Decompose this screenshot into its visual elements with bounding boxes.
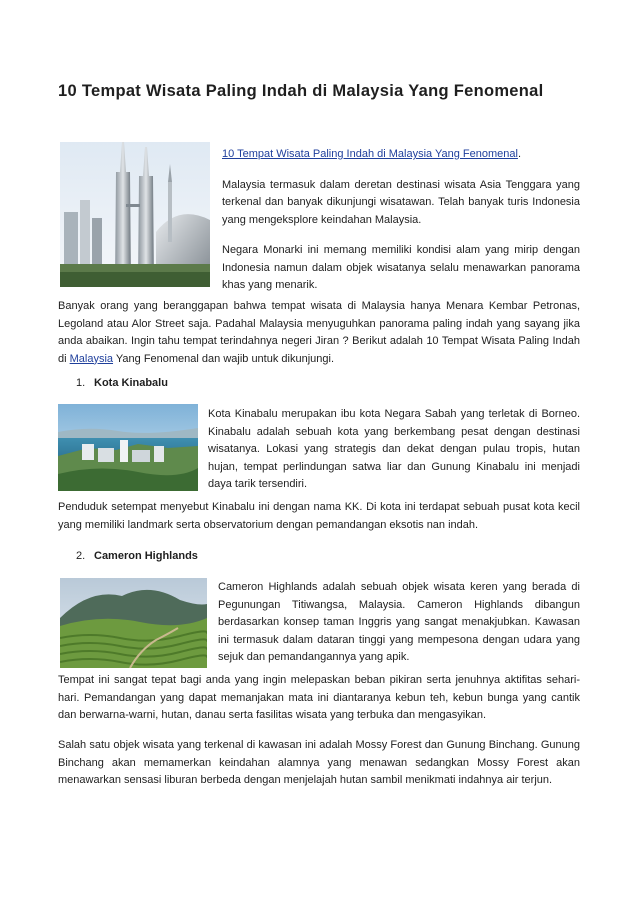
section-1-side-text: Kota Kinabalu merupakan ibu kota Negara Sabah yang terletak di Borneo. Kinabalu adalah sebuah kota yang berkembang pesat dengan destinasi wisatanya. Lokasi yang strategis dan dekat dengan pulau tropis, hutan hujan, tempat perlindungan satwa liar dan Gunung Kinabalu ini menjadi daya tarik tersendiri. [208,408,580,490]
cameron-highlands-image [60,578,207,668]
section-1-paragraph: Penduduk setempat menyebut Kinabalu ini dengan nama KK. Di kota ini terdapat sebuah pusat kota kecil yang memiliki landmark serta observatorium dengan pemandangan eksotis nan indah. [58,501,580,531]
body-paragraph: Banyak orang yang beranggapan bahwa tempat wisata di Malaysia hanya Menara Kembar Petronas, Legoland atau Alor Street saja. Padahal Malaysia menyuguhkan panorama paling indah yang sayang jika anda abaikan. Ingin tahu tempat terindahnya negeri Jiran ? Berikut adalah 10 Tempat Wisata Paling Indah di Malaysia Yang Fenomenal dan wajib untuk dikunjungi. [58,300,580,365]
intro-block [222,146,580,295]
intro-paragraph-2: Negara Monarki ini memang memiliki kondisi alam yang mirip dengan Indonesia namun dalam objek wisatanya selalu menawarkan panorama khas yang menarik. [222,244,580,291]
malaysia-link[interactable]: Malaysia [69,352,114,365]
section-heading-2: 2. Cameron Highlands [76,550,198,562]
section-2-paragraph-2: Salah satu objek wisata yang terkenal di kawasan ini adalah Mossy Forest dan Gunung Binchang. Gunung Binchang akan memamerkan keindahan alamnya yang menawan sedangkan Mossy Forest akan menawarkan sensasi liburan berbeda dengan menjelajah hutan sambil menikmati indahnya air terjun. [58,739,580,786]
kota-kinabalu-image [58,404,198,491]
intro-paragraph-1: Malaysia termasuk dalam deretan destinasi wisata Asia Tenggara yang terkenal dan banyak dikunjungi wisatawan. Telah banyak turis Indonesia yang mengeksplore keindahan Malaysia. [222,178,580,226]
page-title: 10 Tempat Wisata Paling Indah di Malaysia Yang Fenomenal [58,82,544,100]
petronas-towers-image [60,142,210,287]
section-2-side-text: Cameron Highlands adalah sebuah objek wisata keren yang berada di Pegunungan Titiwangsa, Malaysia. Cameron Highlands dibangun berdasarkan konsep taman Inggris yang sangat menakjubkan. Kawasan ini termasuk dalam dataran tinggi yang mempesona dengan udara yang sejuk dan pemandangannya yang apik. [218,581,580,663]
intro-title-link[interactable]: 10 Tempat Wisata Paling Indah di Malaysia Yang Fenomenal [222,148,518,160]
section-heading-1: 1. Kota Kinabalu [76,377,168,389]
intro-link-line: 10 Tempat Wisata Paling Indah di Malaysia Yang Fenomenal. [222,148,522,160]
section-2-paragraph-1: Tempat ini sangat tepat bagi anda yang ingin melepaskan beban pikiran serta jenuhnya aktifitas sehari-hari. Pemandangan yang dapat memanjakan mata ini diantaranya kebun teh, kebun bunga yang cantik dan berwarna-warni, hutan, danau serta fasilitas wisata yang terbuka dan mengasyikan. [58,674,580,721]
